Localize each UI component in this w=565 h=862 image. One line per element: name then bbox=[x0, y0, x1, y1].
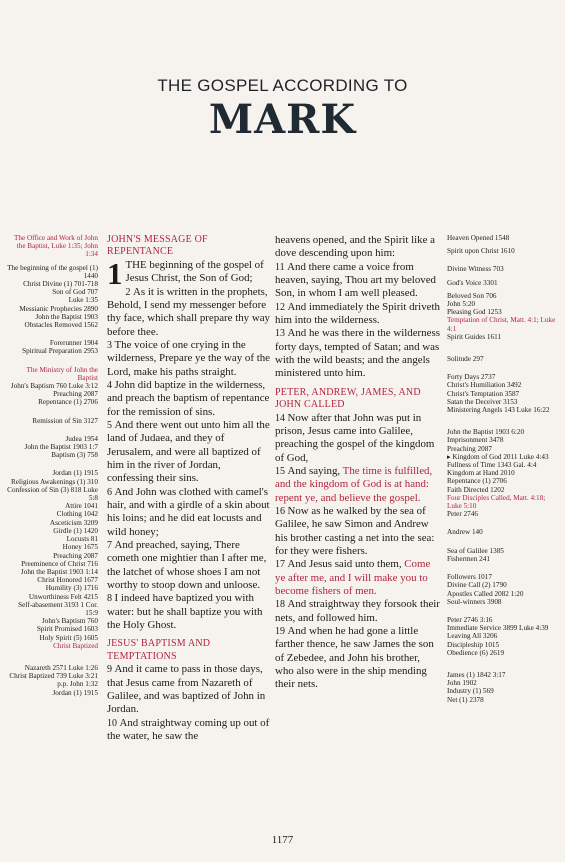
note-gap bbox=[6, 425, 98, 435]
verse bbox=[275, 234, 441, 261]
reference-note: Holy Spirit (5) 1605 bbox=[39, 633, 98, 642]
reference-note: Christ Honored 1677 bbox=[37, 576, 98, 585]
reference-note: Spirit upon Christ 1610 bbox=[447, 247, 515, 256]
verse bbox=[275, 327, 441, 380]
reference-note: The beginning of the gospel (1) 1440 bbox=[7, 263, 98, 280]
chapter-number: 1 bbox=[107, 255, 123, 291]
reference-note: Fishermen 241 bbox=[447, 554, 490, 563]
section-heading-note: Christ Baptized bbox=[53, 641, 98, 650]
verse-text: And when he had gone a little farther thence, he saw James the son of Zebedee, and John his brother, who also were in the ship mending their nets. bbox=[275, 625, 434, 691]
reference-note: Net (1) 2378 bbox=[447, 695, 484, 704]
verse bbox=[275, 301, 441, 328]
verse-text: And straightway coming up out of the water, he saw the bbox=[107, 716, 270, 742]
note-gap bbox=[447, 657, 559, 671]
reference-note: Christ's Humiliation 3492 bbox=[447, 381, 522, 390]
verse bbox=[107, 255, 270, 291]
verse-text: And immediately the Spirit driveth him into the wilderness. bbox=[275, 300, 440, 327]
reference-note: Jordan (1) 1915 bbox=[52, 469, 98, 478]
reference-note: Honey 1675 bbox=[62, 543, 98, 552]
reference-note: Attire 1041 bbox=[65, 502, 98, 511]
verse-text: And saying, bbox=[287, 464, 341, 477]
reference-note: Judea 1954 bbox=[65, 434, 98, 443]
reference-note: Apostles Called 2082 1:20 bbox=[447, 589, 524, 598]
verse-text: As it is written in the prophets, Behold, I send my messenger before thy face, which shall prepare thy way before thee. bbox=[107, 285, 270, 338]
reference-note: Spirit Guides 1611 bbox=[447, 332, 502, 341]
reference-note: God's Voice 3301 bbox=[447, 278, 498, 287]
note-gap bbox=[6, 407, 98, 417]
book-title: MARK bbox=[208, 96, 357, 143]
words-of-jesus: The time is fulfilled, and the kingdom of God is at hand: repent ye, and believe the gospel. bbox=[275, 464, 433, 504]
reference-note: Peter 2746 bbox=[447, 510, 478, 519]
reference-note: Christ Baptized 739 Luke 3:21 p.p. John 1:32 bbox=[9, 672, 98, 689]
reference-note: John the Baptist 1903 1:7 bbox=[24, 443, 98, 452]
note-gap bbox=[447, 341, 559, 355]
reference-note: Locusts 81 bbox=[66, 535, 98, 544]
reference-note: Remission of Sin 3127 bbox=[32, 416, 98, 425]
verse bbox=[107, 419, 270, 486]
note-gap bbox=[447, 363, 559, 373]
words-of-jesus: Come ye after me, and I will make you to become fishers of men. bbox=[275, 558, 431, 598]
verse-number: 12 bbox=[275, 301, 288, 313]
scripture-column-1 bbox=[107, 234, 270, 743]
verse-number: 10 bbox=[107, 717, 120, 729]
section-heading-note: The Ministry of John the Baptist bbox=[26, 365, 98, 382]
reference-note: Faith Directed 1202 bbox=[447, 485, 505, 494]
verse-number: 18 bbox=[275, 599, 288, 611]
left-margin-notes bbox=[6, 234, 98, 697]
note-gap bbox=[447, 414, 559, 428]
note-gap bbox=[6, 356, 98, 366]
note-gap bbox=[447, 255, 559, 265]
reference-note: John's Baptism 760 Luke 3:12 bbox=[10, 382, 98, 391]
reference-note: Fullness of Time 1343 Gal. 4:4 bbox=[447, 461, 537, 470]
reference-note: Imprisonment 3478 bbox=[447, 436, 504, 445]
verse-text: And Jesus said unto them, bbox=[287, 558, 402, 571]
reference-note: John 5:20 bbox=[447, 300, 476, 309]
reference-note: Sea of Galilee 1385 bbox=[447, 546, 504, 555]
verse-text: I indeed have baptized you with water: but he shall baptize you with the Holy Ghost. bbox=[107, 592, 263, 632]
reference-note: Luke 1:35 bbox=[68, 296, 98, 305]
verse-text: And there came a voice from heaven, saying, Thou art my beloved Son, in whom I am well pleased. bbox=[275, 260, 436, 300]
reference-note: Humility (3) 1716 bbox=[45, 584, 98, 593]
reference-note: Repentance (1) 2706 bbox=[447, 477, 507, 486]
verse-number: 9 bbox=[107, 664, 115, 676]
reference-note: Spiritual Preparation 2953 bbox=[22, 347, 98, 356]
verse-number: 5 bbox=[107, 419, 115, 431]
reference-note: Divine Witness 703 bbox=[447, 265, 504, 274]
reference-note: Repentance (1) 2706 bbox=[38, 398, 98, 407]
reference-note: Christ Divine (1) 701-718 bbox=[23, 280, 98, 289]
reference-note: Leaving All 3206 bbox=[447, 632, 498, 641]
reference-note: Girdle (1) 1420 bbox=[53, 526, 98, 535]
reference-note: Forty Days 2737 bbox=[447, 373, 496, 382]
reference-note: Preaching 2087 bbox=[53, 390, 98, 399]
section-heading-note: Temptation of Christ, Matt. 4:1; Luke 4:1 bbox=[447, 316, 556, 333]
verse-text: And preached, saying, There cometh one mightier than I after me, the latchet of whose shoes I am not worthy to stoop down and unloose. bbox=[107, 539, 267, 592]
verse bbox=[107, 717, 270, 744]
verse-text: John did baptize in the wilderness, and preach the baptism of repentance for the remission of sins. bbox=[107, 378, 270, 418]
verse bbox=[275, 412, 441, 465]
verse bbox=[275, 598, 441, 625]
reference-note: Messianic Prophecies 2890 bbox=[19, 304, 98, 313]
reference-note: Spirit Promised 1603 bbox=[36, 625, 98, 634]
verse-text: And it came to pass in those days, that Jesus came from Nazareth of Galilee, and was baptized of John in Jordan. bbox=[107, 663, 266, 716]
verse-number: 2 bbox=[125, 286, 133, 298]
verse bbox=[107, 539, 270, 592]
note-gap bbox=[447, 537, 559, 547]
verse-number: 4 bbox=[107, 379, 115, 391]
reference-note: Asceticism 3209 bbox=[49, 518, 98, 527]
reference-note: John the Baptist 1903 6:20 bbox=[447, 428, 525, 437]
book-kicker: THE GOSPEL ACCORDING TO bbox=[157, 76, 408, 95]
reference-note: Kingdom at Hand 2010 bbox=[447, 469, 515, 478]
page-number: 1177 bbox=[271, 834, 294, 846]
reference-note: Preeminence of Christ 716 bbox=[21, 559, 98, 568]
reference-note: Preaching 2087 bbox=[53, 551, 98, 560]
reference-note: Obstacles Removed 1562 bbox=[24, 321, 98, 330]
note-gap bbox=[6, 459, 98, 469]
reference-note: Clothing 1042 bbox=[56, 510, 98, 519]
verse-number: 8 bbox=[107, 593, 115, 605]
section-heading: JOHN'S MESSAGE OF REPENTANCE bbox=[107, 234, 208, 258]
reference-note: Unworthiness Felt 4215 bbox=[28, 592, 98, 601]
reference-note: John the Baptist 1903 1:14 bbox=[20, 567, 98, 576]
verse-text: THE beginning of the gospel of Jesus Christ, the Son of God; bbox=[125, 258, 264, 285]
reference-note: Obedience (6) 2619 bbox=[447, 648, 505, 657]
note-gap bbox=[6, 650, 98, 664]
verse-number: 3 bbox=[107, 339, 115, 351]
verse bbox=[107, 486, 270, 539]
verse-text: And John was clothed with camel's hair, and with a girdle of a skin about his loins; and he did eat locusts and wild honey; bbox=[107, 485, 270, 538]
reference-note: Solitude 297 bbox=[447, 355, 484, 364]
verse-text: And there went out unto him all the land of Judaea, and they of Jerusalem, and were all baptized of him in the river of Jordan, confessing their sins. bbox=[107, 418, 270, 485]
verse-number: 14 bbox=[275, 412, 288, 424]
scripture-column-2 bbox=[275, 234, 441, 692]
right-margin-notes bbox=[447, 234, 559, 704]
reference-note: Preaching 2087 bbox=[447, 444, 492, 453]
section-heading: JESUS' BAPTISM AND TEMPTATIONS bbox=[107, 638, 211, 662]
reference-note: Nazareth 2571 Luke 1:26 bbox=[24, 663, 98, 672]
reference-note: Ministering Angels 143 Luke 16:22 bbox=[447, 406, 550, 415]
reference-note: ▸ Kingdom of God 2011 Luke 4:43 bbox=[447, 452, 549, 461]
verse-text: Now as he walked by the sea of Galilee, he saw Simon and Andrew his brother casting a net into the sea: for they were fishers. bbox=[275, 505, 435, 558]
reference-note: Son of God 707 bbox=[52, 288, 98, 297]
verse bbox=[107, 286, 270, 339]
reference-note: Beloved Son 706 bbox=[447, 291, 497, 300]
verse bbox=[275, 625, 441, 692]
reference-note: Confession of Sin (3) 818 Luke 5:8 bbox=[7, 485, 98, 503]
verse-text: And straightway they forsook their nets, and followed him. bbox=[275, 598, 440, 624]
reference-note: Pleasing God 1253 bbox=[447, 308, 502, 317]
reference-note: Immediate Service 3899 Luke 4:39 bbox=[447, 624, 549, 633]
reference-note: Peter 2746 3:16 bbox=[447, 615, 493, 624]
reference-note: Divine Call (2) 1790 bbox=[447, 581, 507, 590]
note-gap bbox=[6, 329, 98, 339]
verse bbox=[275, 558, 441, 598]
verse-number: 19 bbox=[275, 626, 288, 638]
note-gap bbox=[447, 518, 559, 528]
reference-note: Followers 1017 bbox=[447, 573, 492, 582]
verse bbox=[275, 505, 441, 558]
reference-note: Industry (1) 569 bbox=[447, 687, 494, 696]
reference-note: Self-abasement 3193 1 Cor. 15:9 bbox=[18, 600, 98, 617]
reference-note: Soul-winners 3908 bbox=[447, 597, 502, 606]
reference-note: Discipleship 1015 bbox=[447, 640, 500, 649]
note-gap bbox=[447, 606, 559, 616]
reference-note: Christ's Temptation 3587 bbox=[447, 389, 520, 398]
verse-text: And he was there in the wilderness forty days, tempted of Satan; and was with the wild beasts; and the angels ministered unto him. bbox=[275, 327, 440, 380]
reference-note: Satan the Deceiver 3153 bbox=[447, 397, 518, 406]
verse bbox=[107, 379, 270, 419]
verse-text: heavens opened, and the Spirit like a dove descending upon him: bbox=[275, 234, 435, 260]
verse-number: 15 bbox=[275, 465, 288, 477]
reference-note: John the Baptist 1903 bbox=[35, 312, 98, 321]
verse bbox=[275, 465, 441, 505]
verse-number: 13 bbox=[275, 328, 288, 340]
reference-note: Andrew 140 bbox=[447, 528, 483, 537]
verse-text: Now after that John was put in prison, Jesus came into Galilee, preaching the gospel of the kingdom of God, bbox=[275, 411, 435, 464]
reference-note: Heaven Opened 1548 bbox=[447, 234, 510, 242]
reference-note: John's Baptism 760 bbox=[41, 617, 98, 626]
verse bbox=[107, 663, 270, 716]
verse-number: 16 bbox=[275, 506, 288, 517]
section-heading: PETER, ANDREW, JAMES, AND JOHN CALLED bbox=[275, 386, 421, 411]
verse-number: 7 bbox=[107, 540, 115, 552]
verse-text: The voice of one crying in the wilderness, Prepare ye the way of the Lord, make his paths straight. bbox=[107, 338, 270, 378]
reference-note: Jordan (1) 1915 bbox=[52, 688, 98, 697]
verse bbox=[275, 261, 441, 301]
reference-note: James (1) 1842 3:17 bbox=[447, 670, 506, 679]
section-heading-note: Four Disciples Called, Matt. 4:18; Luke 5:10 bbox=[447, 493, 546, 511]
reference-note: John 1902 bbox=[447, 679, 477, 688]
verse bbox=[107, 339, 270, 379]
verse bbox=[107, 592, 270, 632]
reference-note: Baptism (3) 758 bbox=[51, 451, 98, 460]
section-heading-note: The Office and Work of John the Baptist, Luke 1:35; John 1:34 bbox=[14, 234, 98, 259]
reference-note: Religious Awakenings (1) 310 bbox=[11, 477, 98, 486]
note-gap bbox=[447, 563, 559, 573]
verse-number: 17 bbox=[275, 559, 288, 571]
verse-number: 6 bbox=[107, 486, 115, 498]
verse-number: 11 bbox=[275, 261, 288, 273]
reference-note: Forerunner 1904 bbox=[49, 339, 98, 348]
